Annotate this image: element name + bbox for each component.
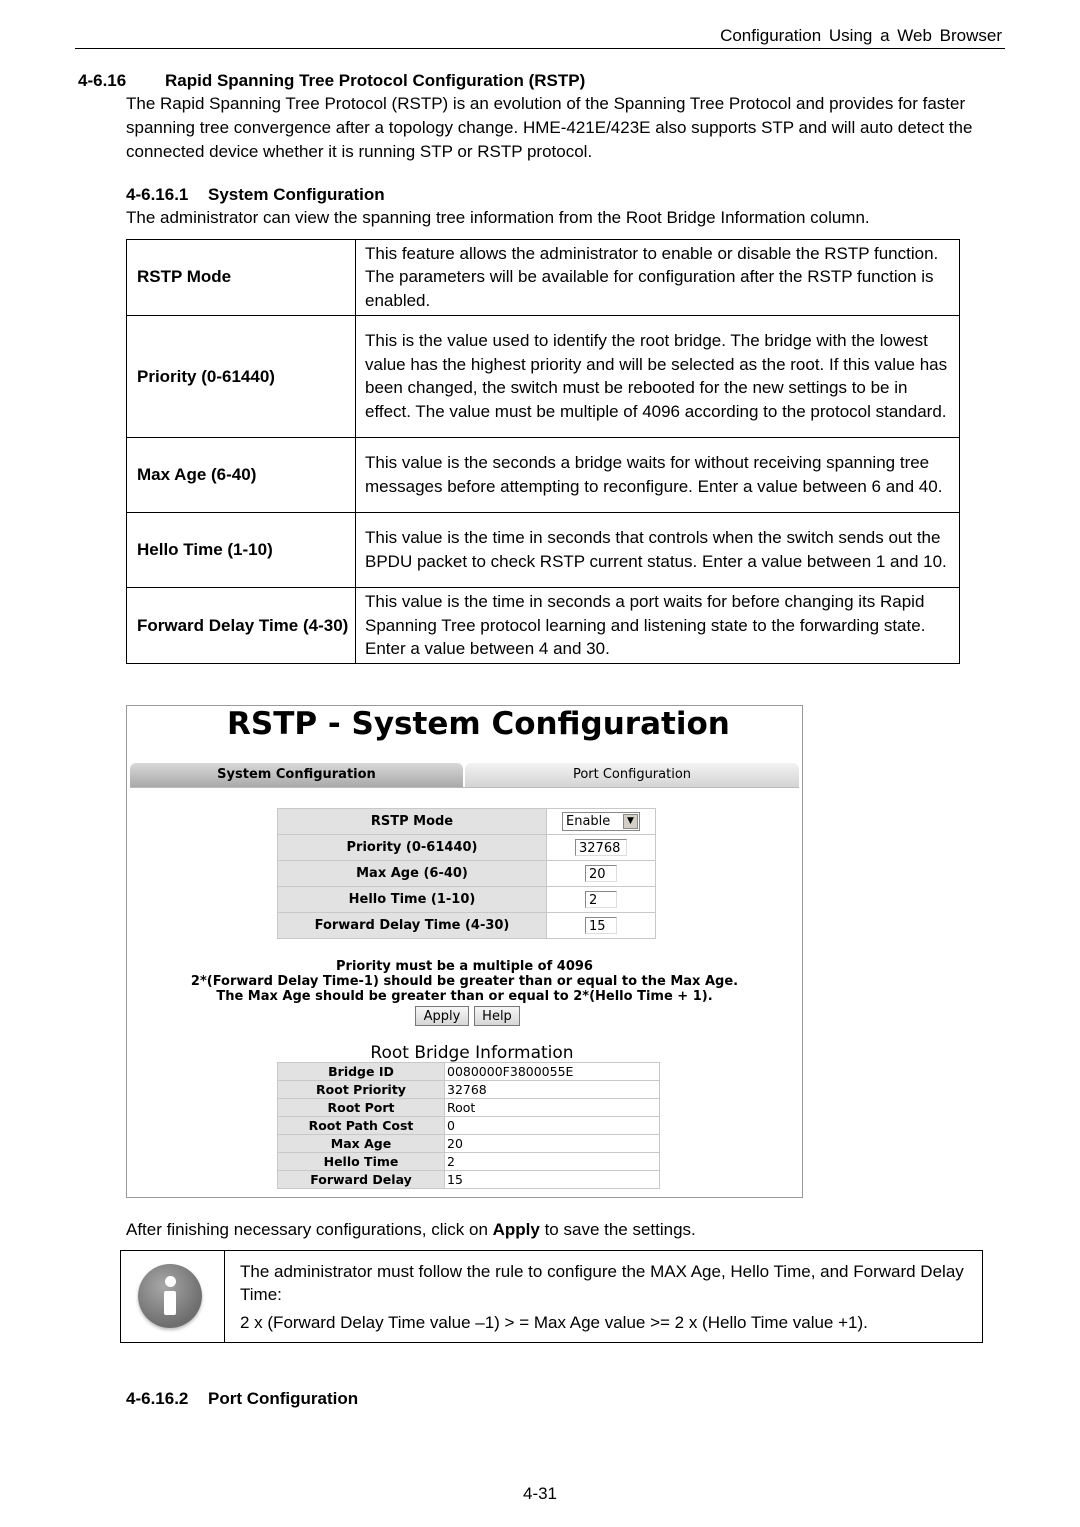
tab-bar bbox=[130, 763, 799, 787]
form-row bbox=[278, 887, 656, 913]
after-text-start: After finishing necessary configurations, click on bbox=[126, 1220, 493, 1239]
subsection-heading bbox=[126, 1389, 358, 1409]
root-bridge-table bbox=[277, 1062, 660, 1189]
param-desc: This value is the time in seconds a port waits for before changing its Rapid Spanning Tree protocol learning and listening state to the forwarding state. Enter a value between 4 and 30. bbox=[356, 588, 960, 664]
table-row bbox=[127, 588, 960, 664]
section-heading bbox=[78, 71, 585, 91]
form-row bbox=[278, 861, 656, 887]
priority-input[interactable]: 32768 bbox=[575, 839, 627, 856]
param-term: RSTP Mode bbox=[127, 240, 356, 316]
param-term: Priority (0-61440) bbox=[127, 316, 356, 438]
rstp-form bbox=[277, 808, 656, 939]
table-row bbox=[278, 1171, 660, 1189]
rule-note: 2*(Forward Delay Time-1) should be greater than or equal to the Max Age. bbox=[190, 974, 739, 989]
table-row bbox=[127, 438, 960, 513]
rule-note: Priority must be a multiple of 4096 bbox=[336, 959, 593, 974]
max-age-input[interactable]: 20 bbox=[585, 865, 617, 882]
note-box bbox=[120, 1250, 983, 1343]
tab-port-configuration[interactable]: Port Configuration bbox=[465, 763, 799, 787]
subsection-intro: The administrator can view the spanning tree information from the Root Bridge Information column. bbox=[126, 208, 870, 227]
table-row bbox=[127, 513, 960, 588]
subsection-title: System Configuration bbox=[208, 185, 385, 204]
after-config-text bbox=[126, 1218, 1006, 1242]
chevron-down-icon: ▼ bbox=[623, 814, 638, 829]
subsection-title: Port Configuration bbox=[208, 1389, 359, 1408]
param-desc: This value is the time in seconds that controls when the switch sends out the BPDU packet to check RSTP current status. Enter a value between 1 and 10. bbox=[356, 513, 960, 588]
priority-label: Priority (0-61440) bbox=[278, 835, 547, 861]
rb-label: Max Age bbox=[278, 1135, 445, 1153]
header-rule bbox=[75, 48, 1005, 49]
table-row bbox=[278, 1063, 660, 1081]
table-row bbox=[278, 1135, 660, 1153]
rb-value: 20 bbox=[445, 1135, 660, 1153]
subsection-number: 4-6.16.2 bbox=[126, 1389, 189, 1408]
param-term: Hello Time (1-10) bbox=[127, 513, 356, 588]
rb-value: 0080000F3800055E bbox=[445, 1063, 660, 1081]
rb-label: Root Priority bbox=[278, 1081, 445, 1099]
help-button[interactable]: Help bbox=[474, 1006, 520, 1026]
param-term: Forward Delay Time (4-30) bbox=[127, 588, 356, 664]
table-row bbox=[278, 1117, 660, 1135]
subsection-heading bbox=[126, 185, 385, 205]
info-icon bbox=[138, 1264, 202, 1328]
section-number: 4-6.16 bbox=[78, 71, 127, 90]
note-text: The administrator must follow the rule to configure the MAX Age, Hello Time, and Forward Delay Time: bbox=[240, 1262, 964, 1304]
rb-label: Root Path Cost bbox=[278, 1117, 445, 1135]
form-row bbox=[278, 913, 656, 939]
rstp-mode-value: Enable bbox=[566, 814, 611, 829]
after-text-apply: Apply bbox=[492, 1220, 540, 1239]
table-row bbox=[127, 240, 960, 316]
rb-label: Hello Time bbox=[278, 1153, 445, 1171]
section-intro: The Rapid Spanning Tree Protocol (RSTP) is an evolution of the Spanning Tree Protocol and provides for faster spanning tree convergence after a topology change. HME-421E/423E also supports STP and will auto detect the connected device whether it is running STP or RSTP protocol. bbox=[126, 94, 973, 161]
table-row bbox=[278, 1153, 660, 1171]
table-row bbox=[127, 316, 960, 438]
running-header: Configuration Using a Web Browser bbox=[720, 26, 1002, 45]
rule-note: The Max Age should be greater than or equal to 2*(Hello Time + 1). bbox=[216, 989, 713, 1004]
param-term: Max Age (6-40) bbox=[127, 438, 356, 513]
subsection-number: 4-6.16.1 bbox=[126, 185, 189, 204]
forward-delay-input[interactable]: 15 bbox=[585, 917, 617, 934]
rb-value: Root bbox=[445, 1099, 660, 1117]
section-title: Rapid Spanning Tree Protocol Configuration (RSTP) bbox=[165, 71, 586, 90]
root-bridge-title: Root Bridge Information bbox=[370, 1043, 574, 1063]
screenshot-title: RSTP - System Configuration bbox=[227, 706, 730, 742]
table-row bbox=[278, 1081, 660, 1099]
tab-underline bbox=[130, 787, 799, 788]
hello-time-input[interactable]: 2 bbox=[585, 891, 617, 908]
apply-button[interactable]: Apply bbox=[415, 1006, 469, 1026]
table-row bbox=[278, 1099, 660, 1117]
rstp-mode-label: RSTP Mode bbox=[278, 809, 547, 835]
rstp-mode-select[interactable] bbox=[562, 812, 640, 831]
rb-label: Bridge ID bbox=[278, 1063, 445, 1081]
rb-value: 0 bbox=[445, 1117, 660, 1135]
form-row bbox=[278, 835, 656, 861]
rb-value: 2 bbox=[445, 1153, 660, 1171]
rstp-config-screenshot bbox=[126, 705, 803, 1198]
tab-system-configuration[interactable]: System Configuration bbox=[130, 763, 463, 787]
param-desc: This value is the seconds a bridge waits for without receiving spanning tree messages before attempting to reconfigure. Enter a value between 6 and 40. bbox=[356, 438, 960, 513]
rb-label: Root Port bbox=[278, 1099, 445, 1117]
rb-label: Forward Delay bbox=[278, 1171, 445, 1189]
max-age-label: Max Age (6-40) bbox=[278, 861, 547, 887]
hello-time-label: Hello Time (1-10) bbox=[278, 887, 547, 913]
page-number: 4-31 bbox=[522, 1484, 558, 1503]
after-text-end: to save the settings. bbox=[539, 1220, 696, 1239]
forward-delay-label: Forward Delay Time (4-30) bbox=[278, 913, 547, 939]
param-desc: This is the value used to identify the root bridge. The bridge with the lowest value has the highest priority and will be selected as the root. If this value has been changed, the switch must be rebooted for the new settings to be in effect. The value must be multiple of 4096 according to the protocol standard. bbox=[356, 316, 960, 438]
rb-value: 32768 bbox=[445, 1081, 660, 1099]
param-desc: This feature allows the administrator to enable or disable the RSTP function. The parameters will be available for configuration after the RSTP function is enabled. bbox=[356, 240, 960, 316]
note-rule: 2 x (Forward Delay Time value –1) > = Max Age value >= 2 x (Hello Time value +1). bbox=[240, 1313, 868, 1332]
parameter-table bbox=[126, 239, 960, 664]
rb-value: 15 bbox=[445, 1171, 660, 1189]
form-row bbox=[278, 809, 656, 835]
